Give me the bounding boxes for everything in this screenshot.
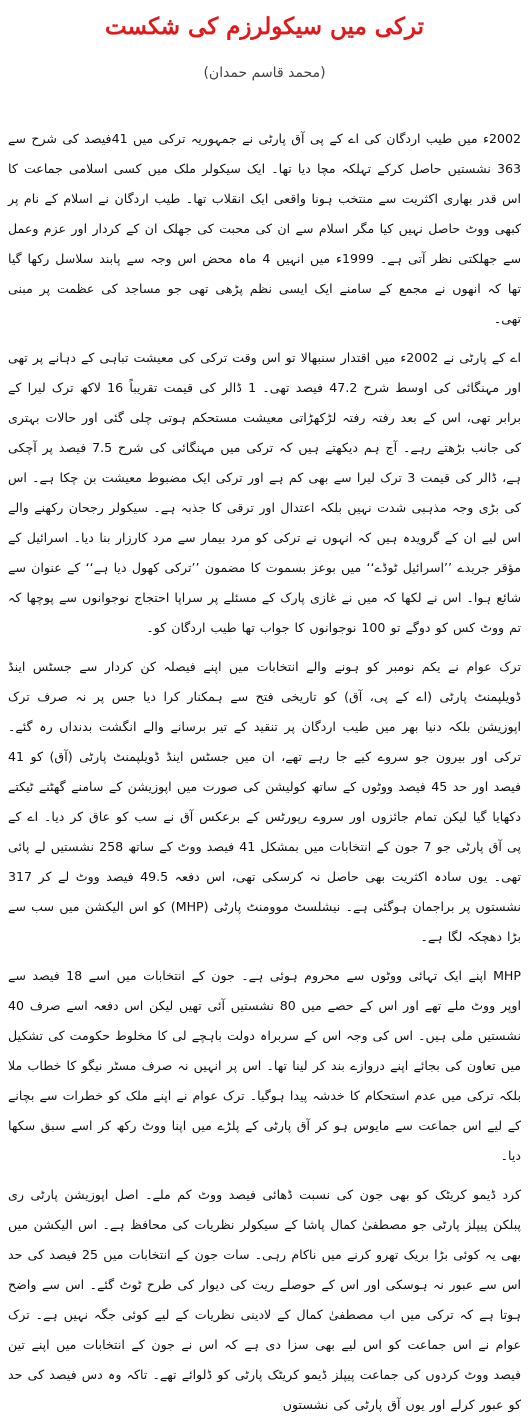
article-title: ترکی میں سیکولرزم کی شکست [104,13,425,40]
paragraph: ترک عوام نے یکم نومبر کو ہونے والے انتخابات میں اپنے فیصلہ کن کردار سے جسٹس اینڈ ڈویلپمنٹ پارٹی (اے کے پی، آق) کو تاریخی فتح سے ہمکنار کرا دیا جس پر نہ صرف ترک اپوزیشن بلکہ دنیا بھر میں طیب اردگان پر تنقید کے تیر برسانے والے انگشت بدنداں رہ گئے۔ ترکی اور بیرون جو سروے کیے جا رہے تھے، ان میں جسٹس اینڈ ڈویلپمنٹ پارٹی (آق) کو 41 فیصد اور حد 45 فیصد ووٹوں کے ساتھ کولیشن کی صورت میں اپوزیشن کے سامنے گھٹنے ٹیکتے دکھایا گیا لیکن تمام جائزوں اور سروے رپورٹس کے برعکس آق نے سب کو عاق کر دیا۔ اے کے پی آق پارٹی جو 7 جون کے انتخابات میں بمشکل 41 فیصد ووٹ کے ساتھ 258 نشستیں لے پائی تھی۔ یوں سادہ اکثریت بھی حاصل نہ کرسکی تھی، اس دفعہ 49.5 فیصد ووٹ لے کر 317 نشستوں پر براجمان ہوگئی ہے۔ نیشلسٹ موومنٹ پارٹی (MHP) کو اس الیکشن میں سب سے بڑا دھچکہ لگا ہے۔ [8,659,522,944]
paragraph: اے کے پارٹی نے 2002ء میں اقتدار سنبھالا تو اس وقت ترکی کی معیشت تباہی کے دہانے پر تھی اور مہنگائی کی اوسط شرح 47.2 فیصد تھی۔ 1 ڈالر کی قیمت تقریباً 16 لاکھ ترک لیرا کے برابر تھی، اس کے بعد رفتہ رفتہ لڑکھڑاتی معیشت مستحکم ہوتی چلی گئی اور حالات بہتری کی جانب بڑھتے رہے۔ آج ہم دیکھتے ہیں کہ ترکی میں مہنگائی کی شرح 7.5 فیصد پر آچکی ہے، ڈالر کی قیمت 3 ترک لیرا سے بھی کم ہے اور ترکی ایک مضبوط معیشت بن چکا ہے۔ اس کی بڑی وجہ مذہبی شدت نہیں بلکہ اعتدال اور ترقی کا جذبہ ہے۔ سیکولر رجحان رکھنے والے اس لیے ان کے گرویدہ ہیں کہ انہوں نے ترکی کو مرد بیمار سے مرد کارزار بنا دیا۔ اسرائیل کے مؤقر جریدے ’’اسرائیل ٹوڈے‘‘ میں بوعز بسموت کا مضمون ’’ترکی کھول دیا ہے‘‘ کے عنوان سے شائع ہوا۔ اس نے لکھا کہ میں نے غازی پارک کے مسئلے پر سراپا احتجاج نوجوانوں سے پوچھا کہ تم ووٹ کس کو دوگے تو 100 نوجوانوں کا جواب تھا طیب اردگان کو۔ [8,350,521,635]
paragraph: 2002ء میں طیب اردگان کی اے کے پی آق پارٹی نے جمہوریہ ترکی میں 41فیصد کی شرح سے 363 نشستیں حاصل کرکے تہلکہ مچا دیا تھا۔ ایک سیکولر ملک میں کسی اسلامی جماعت کا اس قدر بھاری اکثریت سے منتخب ہونا واقعی ایک انقلاب تھا۔ طیب اردگان نے اسلام کے نام پر کبھی ووٹ حاصل نہیں کیا مگر اسلام سے ان کی محبت کی جھلک ان کے کردار اور عزم وعمل سے جھلکتی نظر آتی ہے۔ 1999ء میں انہیں 4 ماہ محض اس وجہ سے پابند سلاسل رکھا گیا تھا کہ انھوں نے مجمع کے سامنے ایک ایسی نظم پڑھی تھی جو مساجد کی عظمت پر مبنی تھی۔ [8,131,521,326]
article-author: (محمد قاسم حمدان) [203,65,326,81]
article-body [8,124,521,1420]
paragraph: کرد ڈیمو کریٹک کو بھی جون کی نسبت ڈھائی فیصد ووٹ کم ملے۔ اصل اپوزیشن پارٹی ری پبلکن پیپلز پارٹی جو مصطفیٰ کمال پاشا کے سیکولر نظریات کی محافظ ہے۔ اس الیکشن میں بھی یہ کوئی بڑا بریک تھرو کرنے میں ناکام رہی۔ سات جون کے انتخابات میں 25 فیصد کی حد اس سے عبور نہ ہوسکی اور اس کے حوصلے ریت کی دیوار کی طرح ٹوٹ گئے۔ اس سے واضح ہوتا ہے کہ ترکی میں اب مصطفیٰ کمال کے لادینی نظریات کے لیے کوئی جگہ نہیں ہے۔ ترک عوام نے اس جماعت کو اس لیے بھی سزا دی ہے کہ اس نے جون کے انتخابات میں اپنے تین فیصد ووٹ کردوں کی جماعت پیپلز ڈیمو کریٹک پارٹی کو ڈلوائے تھے۔ تاکہ وہ دس فیصد کی حد کو عبور کرلے اور یوں آق پارٹی کی نشستوں [8,1187,521,1412]
paragraph: MHP اپنے ایک تہائی ووٹوں سے محروم ہوئی ہے۔ جون کے انتخابات میں اسے 18 فیصد سے اوپر ووٹ ملے تھے اور اس کے حصے میں 80 نشستیں آئی تھیں لیکن اس دفعہ اسے صرف 40 نشستیں ملی ہیں۔ اس کی وجہ اس کے سربراہ دولت باہچے لی کا مخلوط حکومت کی تشکیل میں تعاون کی بجائے اپنے دروازے بند کر لینا تھا۔ اس پر انہیں نہ صرف مسٹر نیگو کا خطاب ملا بلکہ ترکی میں عدم استحکام کا خدشہ پیدا ہوگیا۔ ترک عوام نے اپنے ملک کو خطرات سے بچانے کے لیے اس جماعت سے مایوس ہو کر آق پارٹی کے پلڑے میں اپنا ووٹ رکھ کر اسے سبق سکھا دیا۔ [8,968,521,1163]
